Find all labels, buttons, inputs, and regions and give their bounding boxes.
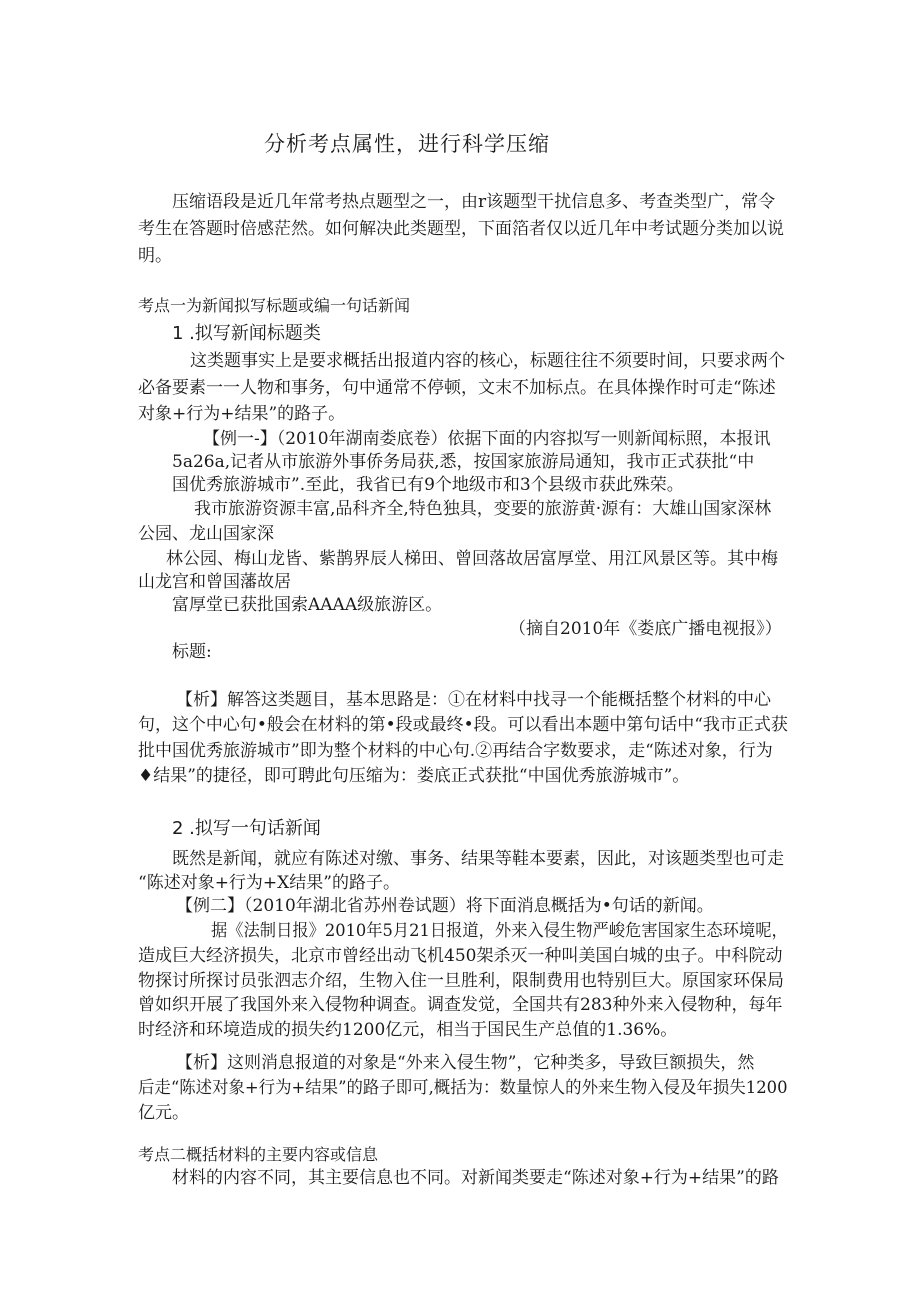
example2-line: 【例二】（2010年湖北省苏州卷试题）将下面消息概括为•句话的新闻。 [176, 896, 714, 916]
example1-line: 国优秀旅游城市”.至此，我省已有9个地级市和3个县级市获此殊荣。 [172, 475, 684, 495]
section2-body-line: 材料的内容不同，其主要信息也不同。对新闻类要走“陈述对象+行为+结果”的路 [172, 1168, 779, 1188]
title-prompt: 标题: [172, 642, 212, 662]
example1-line: 5a26a,记者从市旅游外事侨务局获,悉，按国家旅游局通知，我市正式获批“中 [172, 452, 755, 472]
example1-line: 山龙宫和曾国藩故居 [138, 572, 291, 592]
analysis1-line: 批中国优秀旅游城市”即为整个材料的中心句.②再结合字数要求，走“陈述对象，行为 [138, 741, 773, 761]
analysis2-line: 亿元。 [138, 1103, 189, 1123]
intro-line: 明。 [138, 246, 172, 266]
intro-line: 考生在答题时倍感茫然。如何解决此类题型，下面箔者仅以近几年中考试题分类加以说 [138, 219, 784, 239]
sub2-body-line: 既然是新闻，就应有陈述对缴、事务、结果等鞋本要素，因此，对该题类型也可走 [172, 849, 784, 869]
example1-line: 【例一-】（2010年湖南娄底卷）依据下面的内容拟写一则新闻标照，本报讯 [203, 429, 771, 449]
example2-line: 物探讨所探讨员张泗志介绍，生物入住一旦胜利，限制费用也特别巨大。原国家环保局 [138, 971, 784, 991]
sub1-body-line: 对象+行为+结果”的路子。 [138, 404, 346, 424]
sub1-body-line: 必备要素一一人物和事务，句中通常不停顿，文末不加标点。在具体操作时可走“陈述 [138, 378, 776, 398]
example2-line: 据《法制日报》2010年5月21日报道，外来入侵生物严峻危害国家生态环境呢， [211, 921, 788, 941]
analysis2-line: 【析】这则消息报道的对象是“外来入侵生物”，它种类多，导致巨额损失，然 [176, 1053, 755, 1073]
section2-heading: 考点二概括材料的主要内容或信息 [138, 1145, 379, 1164]
sub2-body-line: “陈述对象+行为+X结果”的路子。 [138, 873, 400, 893]
section1-heading: 考点一为新闻拟写标题或编一句话新闻 [138, 296, 411, 315]
example1-source: （摘自2010年《娄底广播电视报》） [509, 619, 782, 639]
document-title: 分析考点属性，进行科学压缩 [264, 132, 550, 156]
example1-line: 林公园、梅山龙皆、紫鹊界辰人梯田、曾回落故居富厚堂、用江风景区等。其中梅 [166, 549, 778, 569]
intro-line: 压缩语段是近几年常考热点题型之一，由r该题型干扰信息多、考查类型广，常令 [172, 192, 776, 212]
sub1-heading: 1 .拟写新闻标题类 [172, 323, 321, 344]
example2-line: 造成巨大经济损失，北京市曾经出动飞机450架杀灭一种叫美国白城的虫子。中科院动 [138, 946, 783, 966]
example2-line: 曾如织开展了我国外来入侵物种调查。调查发觉，全国共有283种外来入侵物种，每年 [138, 995, 783, 1015]
analysis1-line: 【析】解答这类题目，基本思路是：①在材料中找寻一个能概括整个材料的中心 [176, 690, 771, 710]
example1-line: 我市旅游资源丰富,品科齐全,特色独具，变要的旅游黄·源有：大雄山国家深林 [194, 499, 772, 519]
analysis2-line: 后走“陈述对象+行为+结果”的路子即可,概括为：数量惊人的外来生物入侵及年损失1200 [138, 1078, 788, 1098]
sub2-heading: 2 .拟写一句话新闻 [172, 818, 321, 839]
example1-line: 公园、龙山国家深 [138, 524, 274, 544]
analysis1-line: 句，这个中心句•般会在材料的第•段或最终•段。可以看出本题中第句话中“我市正式获 [138, 715, 788, 735]
analysis1-line: ♦结果”的捷径，即可聘此句压缩为：娄底正式获批“中国优秀旅游城市”。 [138, 766, 690, 786]
sub1-body-line: 这类题事实上是要求概括出报道内容的核心，标题往往不须要时间，只要求两个 [190, 351, 785, 371]
example1-line: 富厚堂已获批国索AAAA级旅游区。 [172, 595, 443, 615]
example2-line: 时经济和环境造成的损失约1200亿元，相当于国民生产总值的1.36%。 [138, 1020, 678, 1040]
